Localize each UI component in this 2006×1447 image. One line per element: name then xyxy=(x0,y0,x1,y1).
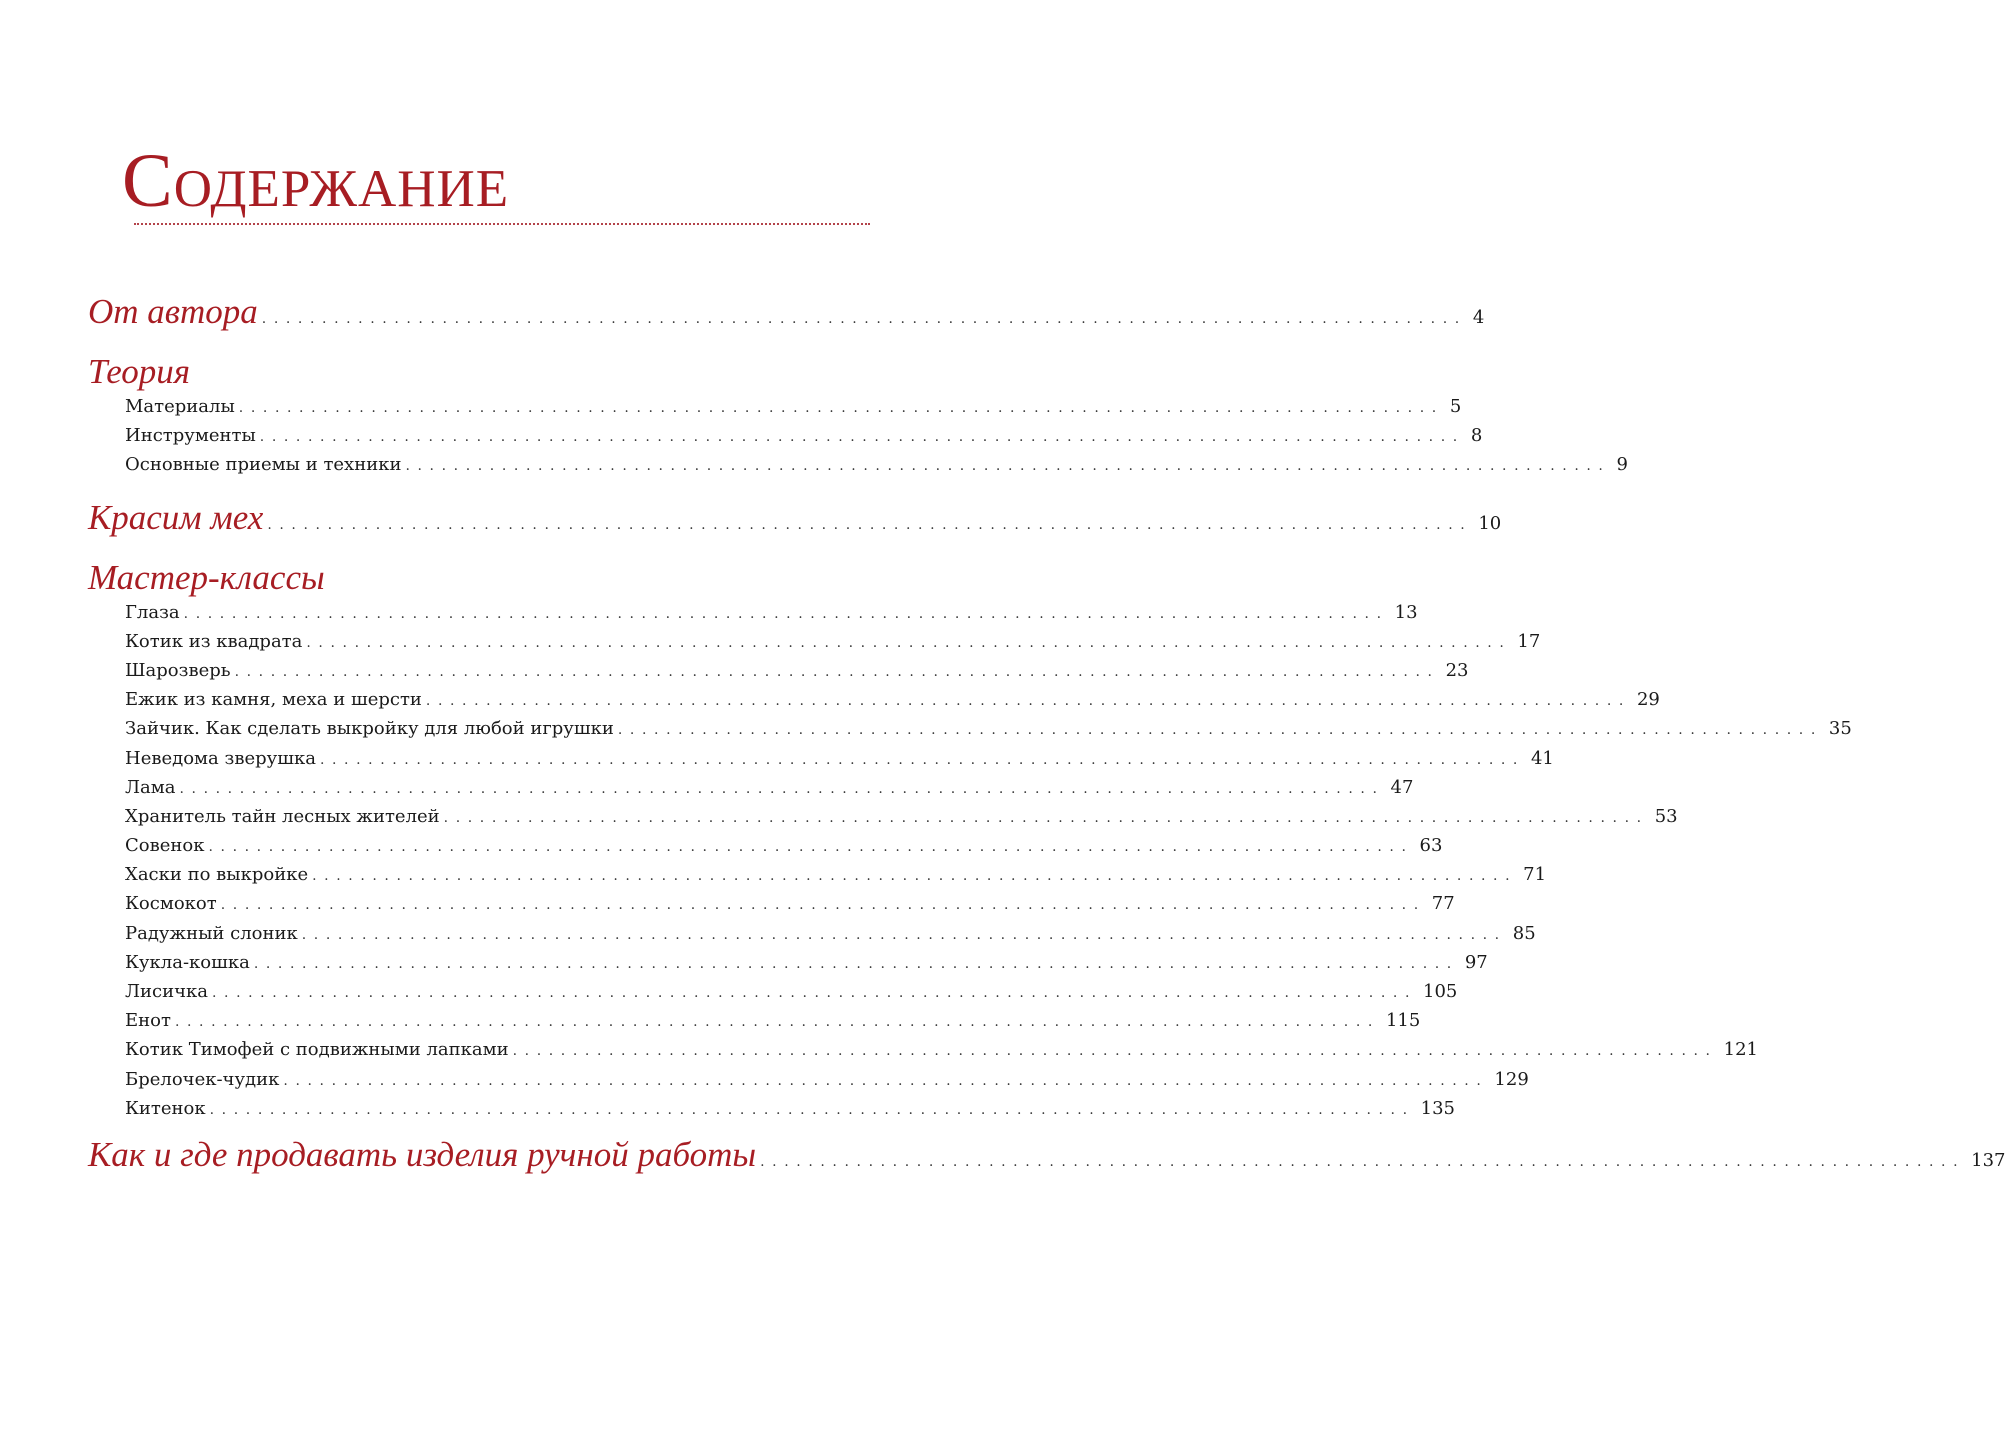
dot-leader: .................................................................................................... xyxy=(220,897,1426,914)
item-label: Хранитель тайн лесных жителей xyxy=(125,805,440,827)
item-label: Шарозверь xyxy=(125,659,231,681)
page-number: 17 xyxy=(1517,630,1541,652)
item-label: Инструменты xyxy=(125,425,256,447)
dot-leader: .................................................................................................... xyxy=(253,955,1459,972)
toc-item[interactable] xyxy=(88,776,1414,806)
dot-leader: .................................................................................................... xyxy=(319,751,1525,768)
dot-leader: .................................................................................................... xyxy=(425,693,1631,710)
toc-item[interactable] xyxy=(88,922,1536,952)
toc-item[interactable] xyxy=(88,425,1483,454)
page-number: 35 xyxy=(1828,718,1852,740)
dot-leader: .................................................................................................... xyxy=(261,311,1467,327)
toc-item[interactable] xyxy=(88,630,1541,660)
item-label: Лама xyxy=(125,776,176,798)
dot-leader: .................................................................................................... xyxy=(312,868,1518,885)
toc-section-theory[interactable]: Теория xyxy=(88,352,191,391)
toc-item[interactable] xyxy=(88,747,1554,777)
item-label: Зайчик. Как сделать выкройку для любой игрушки xyxy=(125,718,614,740)
dot-leader: .................................................................................................... xyxy=(209,1101,1415,1118)
page-number: 85 xyxy=(1512,922,1536,944)
toc-item[interactable] xyxy=(88,864,1547,893)
page-number: 115 xyxy=(1385,1010,1421,1032)
toc-section-author[interactable] xyxy=(88,292,1485,346)
toc-item[interactable] xyxy=(88,1068,1529,1098)
page-number: 97 xyxy=(1464,951,1488,973)
toc-item[interactable] xyxy=(88,659,1469,689)
page-number: 4 xyxy=(1472,307,1485,328)
item-label: Кукла-кошка xyxy=(125,951,250,973)
item-label: Космокот xyxy=(125,893,217,915)
item-label: Глаза xyxy=(125,601,180,623)
title-dotted-rule xyxy=(134,223,870,225)
dot-leader: .................................................................................................... xyxy=(174,1014,1380,1031)
dot-leader: .................................................................................................... xyxy=(760,1153,1966,1170)
toc-item[interactable] xyxy=(88,1039,1758,1068)
toc-item[interactable] xyxy=(88,1010,1421,1039)
item-label: Енот xyxy=(125,1010,171,1032)
theory-list xyxy=(88,396,1628,484)
toc-section-masterclasses[interactable]: Мастер-классы xyxy=(88,557,325,597)
page-number: 53 xyxy=(1654,805,1678,827)
dot-leader: .................................................................................................... xyxy=(234,663,1440,680)
dot-leader: .................................................................................................... xyxy=(179,780,1385,797)
section-label: От автора xyxy=(88,292,258,331)
dot-leader: .................................................................................................... xyxy=(183,605,1389,622)
toc-item[interactable] xyxy=(88,601,1418,631)
page-number: 23 xyxy=(1445,659,1469,681)
masterclasses-list xyxy=(88,601,1852,1127)
page-number: 137 xyxy=(1971,1149,2006,1171)
item-label: Материалы xyxy=(125,396,235,417)
page-number: 5 xyxy=(1449,396,1462,417)
page-number: 9 xyxy=(1616,454,1628,476)
page-number: 41 xyxy=(1530,747,1554,769)
item-label: Брелочек-чудик xyxy=(125,1068,280,1090)
page-number: 121 xyxy=(1723,1039,1758,1061)
page-number: 77 xyxy=(1431,893,1455,915)
toc-item[interactable] xyxy=(88,893,1455,922)
page-number: 10 xyxy=(1478,512,1502,534)
item-label: Котик Тимофей с подвижными лапками xyxy=(125,1039,509,1061)
dot-leader: .................................................................................................... xyxy=(211,985,1418,1001)
dot-leader: .................................................................................................... xyxy=(283,1072,1489,1089)
toc-section-dye-fur[interactable] xyxy=(88,497,1502,552)
dot-leader: .................................................................................................... xyxy=(238,400,1444,416)
item-label: Лисичка xyxy=(125,981,208,1002)
dot-leader: .................................................................................................... xyxy=(267,516,1473,533)
item-label: Хаски по выкройке xyxy=(125,864,309,886)
item-label: Ежик из камня, меха и шерсти xyxy=(125,689,422,711)
toc-item[interactable] xyxy=(88,454,1628,483)
page-number: 71 xyxy=(1523,864,1547,886)
section-label: Красим мех xyxy=(88,497,264,537)
toc-item[interactable] xyxy=(88,689,1660,718)
dot-leader: .................................................................................................... xyxy=(512,1043,1718,1060)
dot-leader: .................................................................................................... xyxy=(405,458,1611,475)
item-label: Совенок xyxy=(125,835,205,857)
toc-item[interactable] xyxy=(88,835,1443,864)
item-label: Радужный слоник xyxy=(125,922,298,944)
page-title: Содержание xyxy=(122,139,510,223)
dot-leader: .................................................................................................... xyxy=(443,809,1649,826)
dot-leader: .................................................................................................... xyxy=(259,429,1465,446)
dot-leader: .................................................................................................... xyxy=(306,634,1512,651)
toc-item[interactable] xyxy=(88,805,1678,835)
toc-item[interactable] xyxy=(88,396,1462,425)
toc-section-selling[interactable] xyxy=(88,1134,2006,1189)
page-number: 29 xyxy=(1636,689,1660,711)
dot-leader: .................................................................................................... xyxy=(617,722,1823,739)
page-number: 47 xyxy=(1390,776,1414,798)
section-label: Как и где продавать изделия ручной работы xyxy=(88,1134,757,1174)
page-number: 8 xyxy=(1470,425,1483,447)
item-label: Котик из квадрата xyxy=(125,630,303,652)
table-of-contents xyxy=(88,292,2006,1189)
page-number: 63 xyxy=(1419,835,1443,857)
toc-item[interactable] xyxy=(88,718,1852,747)
page-number: 135 xyxy=(1420,1097,1456,1119)
item-label: Китенок xyxy=(125,1097,206,1119)
page-number: 13 xyxy=(1394,601,1418,623)
toc-item[interactable] xyxy=(88,951,1488,981)
toc-item[interactable] xyxy=(88,981,1458,1010)
page-number: 105 xyxy=(1423,981,1458,1002)
dot-leader: .................................................................................................... xyxy=(301,926,1507,943)
item-label: Основные приемы и техники xyxy=(125,454,402,476)
page-number: 129 xyxy=(1494,1068,1529,1090)
toc-item[interactable] xyxy=(88,1097,1456,1127)
item-label: Неведома зверушка xyxy=(125,747,316,769)
dot-leader: .................................................................................................... xyxy=(208,839,1414,856)
